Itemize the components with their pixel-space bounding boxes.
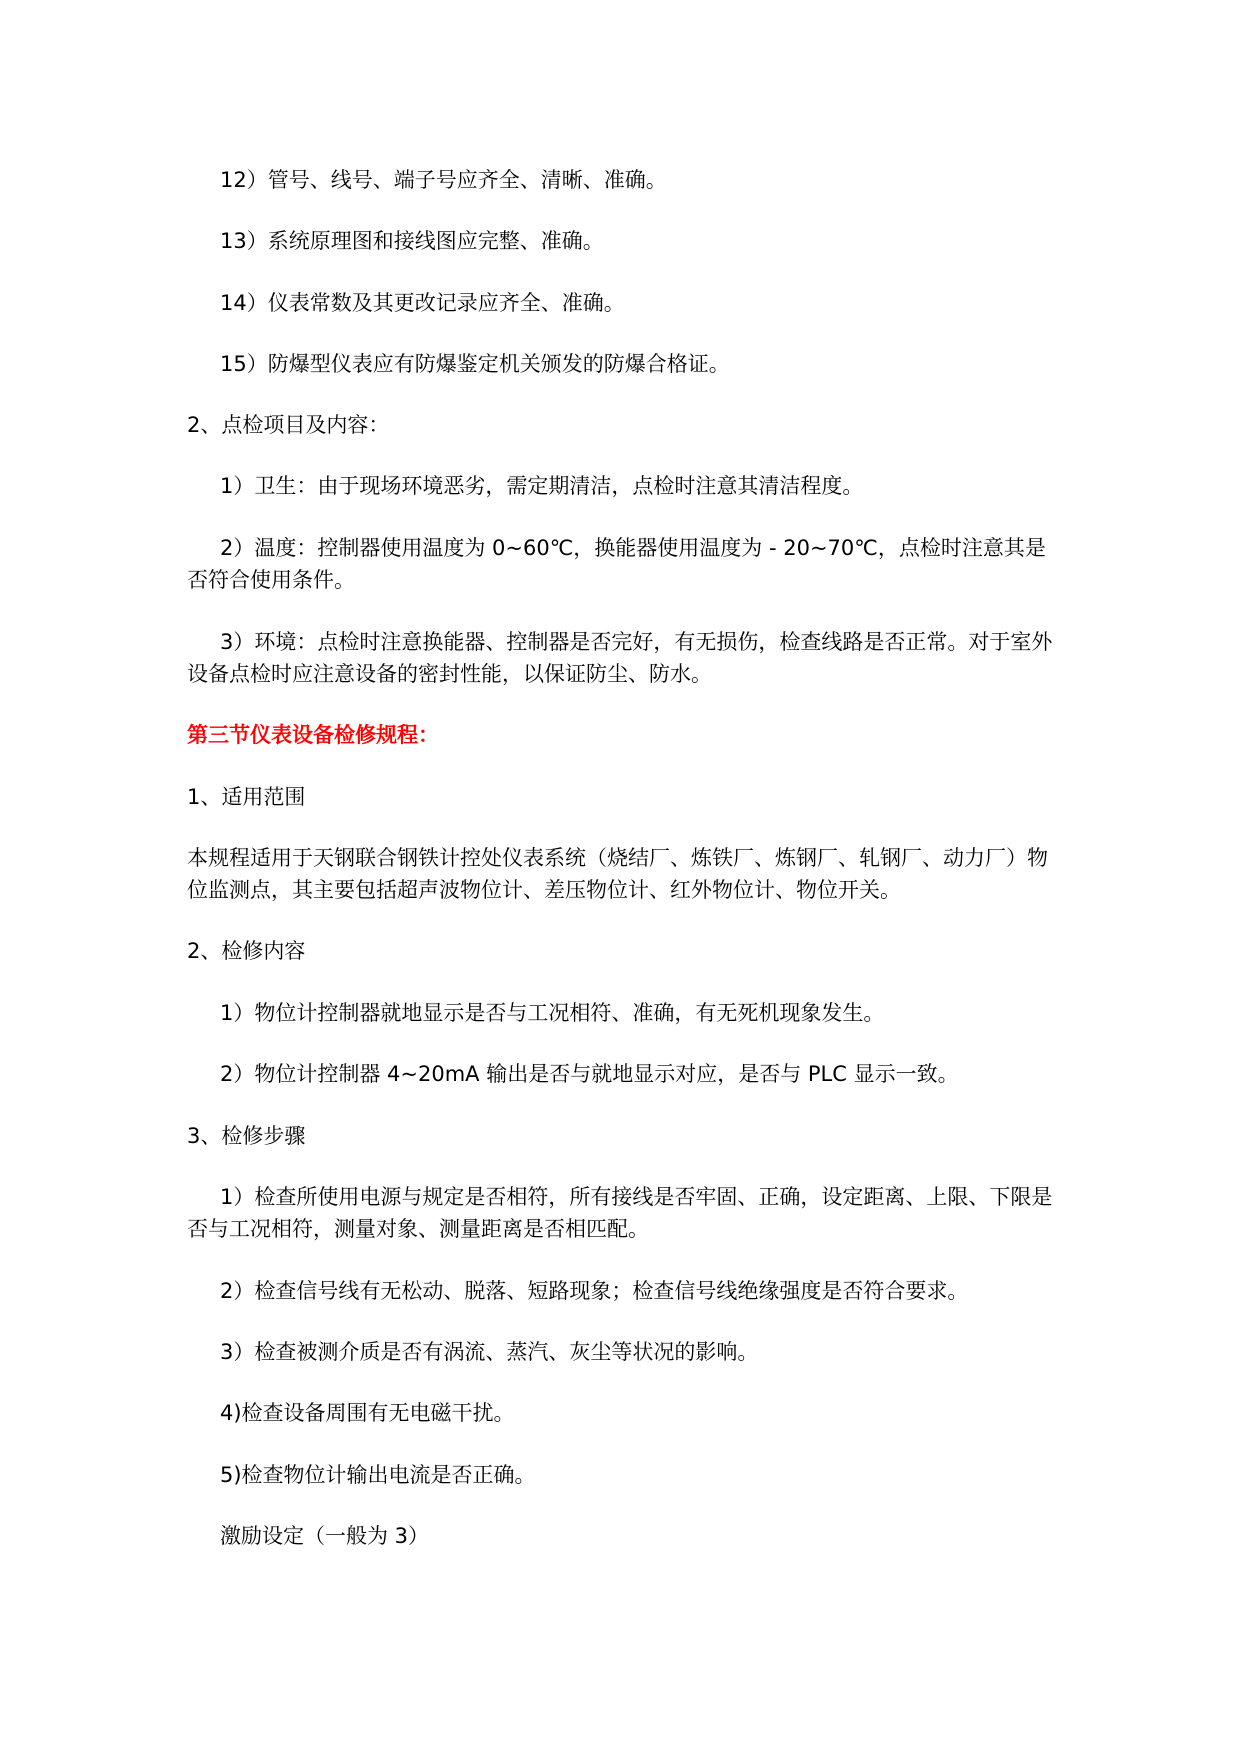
list-item: 4)检查设备周围有无电磁干扰。 [220,1401,515,1425]
section-title: 2、检修内容 [187,939,306,963]
list-item: 15）防爆型仪表应有防爆鉴定机关颁发的防爆合格证。 [220,352,730,376]
list-item: 1）物位计控制器就地显示是否与工况相符、准确，有无死机现象发生。 [220,1001,885,1025]
chapter-heading: 第三节仪表设备检修规程： [187,723,439,747]
section-title: 2、点检项目及内容： [187,413,390,437]
section-title: 1、适用范围 [187,785,306,809]
list-item: 2）温度：控制器使用温度为 0~60℃，换能器使用温度为 - 20~70℃，点检时注意其是否符合使用条件。 [187,536,1046,592]
list-item: 激励设定（一般为 3） [220,1524,430,1548]
list-item: 3）检查被测介质是否有涡流、蒸汽、灰尘等状况的影响。 [220,1340,759,1364]
list-item: 5)检查物位计输出电流是否正确。 [220,1463,536,1487]
list-item: 2）检查信号线有无松动、脱落、短路现象；检查信号线绝缘强度是否符合要求。 [220,1279,969,1303]
list-item: 2）物位计控制器 4~20mA 输出是否与就地显示对应，是否与 PLC 显示一致。 [220,1062,959,1086]
list-item: 1）检查所使用电源与规定是否相符，所有接线是否牢固、正确，设定距离、上限、下限是否与工况相符，测量对象、测量距离是否相匹配。 [187,1185,1053,1241]
list-item: 14）仪表常数及其更改记录应齐全、准确。 [220,291,625,315]
list-item: 12）管号、线号、端子号应齐全、清晰、准确。 [220,168,667,192]
list-item: 1）卫生：由于现场环境恶劣，需定期清洁，点检时注意其清洁程度。 [220,474,864,498]
paragraph: 本规程适用于天钢联合钢铁计控处仪表系统（烧结厂、炼铁厂、炼钢厂、轧钢厂、动力厂）物位监测点，其主要包括超声波物位计、差压物位计、红外物位计、物位开关。 [187,846,1048,902]
list-item: 13）系统原理图和接线图应完整、准确。 [220,229,604,253]
section-title: 3、检修步骤 [187,1124,306,1148]
list-item: 3）环境：点检时注意换能器、控制器是否完好，有无损伤，检查线路是否正常。对于室外设备点检时应注意设备的密封性能，以保证防尘、防水。 [187,630,1053,686]
